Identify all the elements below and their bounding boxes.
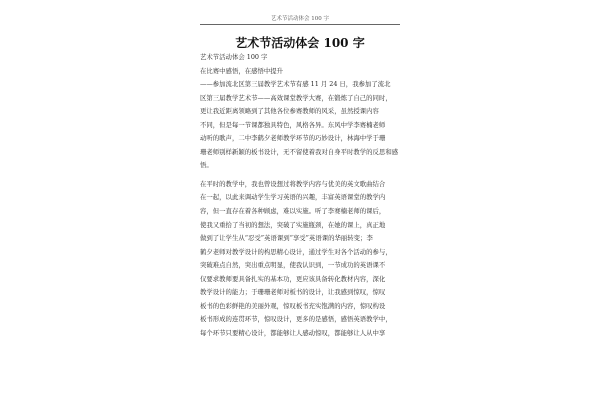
paragraph-line: 做到了让学生从“忍受”英语课到“享受”英语课的华丽转变；李 xyxy=(200,234,373,243)
paragraph-line: 动听的歌声，二中李鹤夕老师教学环节的巧妙设计，林海中学于珊 xyxy=(200,134,386,143)
paragraph-line: 在平时的教学中，我也曾设想过将教学内容与优美的英文歌曲结合 xyxy=(200,179,386,188)
paragraph-line: 每个环节只要精心设计，都能够让人感动惊叹，都能够让人从中享 xyxy=(200,328,386,337)
paragraph-line: 使我又重拾了当初的想法，突破了实施瓶颈，在她的课上，真正地 xyxy=(200,220,386,229)
paragraph-line: ——参加流北区第三届教学艺术节有感 11 月 24 日，我参加了流北 xyxy=(200,80,391,89)
paragraph-line: 不同，但是每一节课都独具特色，风格各异。东风中学李赛楠老师 xyxy=(200,120,386,129)
document-motto: 在比赛中感悟，在感悟中提升 xyxy=(200,66,284,75)
paragraph-line: 板书形成的连贯环节，惊叹设计，更多的是感悟，感悟英语教学中， xyxy=(200,315,392,324)
document-title: 艺术节活动体会 100 字 xyxy=(235,36,365,50)
document-body xyxy=(200,51,400,340)
paragraph-line: 区第三届教学艺术节——高效课堂教学大赛，在锻炼了自己的同时， xyxy=(200,93,392,102)
paragraph-line: 珊老师别样新颖的板书设计，无不留使着我对自身平时教学的反思和感 xyxy=(200,147,399,156)
header-rule xyxy=(200,24,400,25)
running-header: 艺术节活动体会 100 字 xyxy=(271,16,329,22)
paragraph-line: 容，但一直存在着各种顾虑，难以实施。听了李赛楠老师的课后， xyxy=(200,207,386,216)
paragraph-1 xyxy=(200,78,400,173)
paragraph-line: 板书的色彩鲜艳的美丽外观，惊叹板书充实饱满的内容，惊叹构设 xyxy=(200,301,386,310)
paragraph-line: 更让我近距离领略到了其他各位参赛教师的风采，虽然授课内容 xyxy=(200,107,379,116)
paragraph-line: 教学设计的能力；于珊珊老师对板书的设计，让我感到惊叹，惊叹 xyxy=(200,288,386,297)
paragraph-line: 悟。 xyxy=(200,161,213,170)
paragraph-line: 在一起，以此来调动学生学习英语的兴趣，丰富英语课堂的教学内 xyxy=(200,193,386,202)
paragraph-line: 突破难点自然，突出重点明显，使我认识到，一节成功的英语课不 xyxy=(200,261,386,270)
paragraph-line: 鹤夕老师对教学设计的构思精心设计，通过学生对各个活动的参与， xyxy=(200,247,392,256)
document-subtitle: 艺术节活动体会 100 字 xyxy=(200,53,268,61)
paragraph-2 xyxy=(200,178,400,341)
paragraph-line: 仅要求教师要具备扎实的基本功，更应该具备转化教材内容，深化 xyxy=(200,274,386,283)
